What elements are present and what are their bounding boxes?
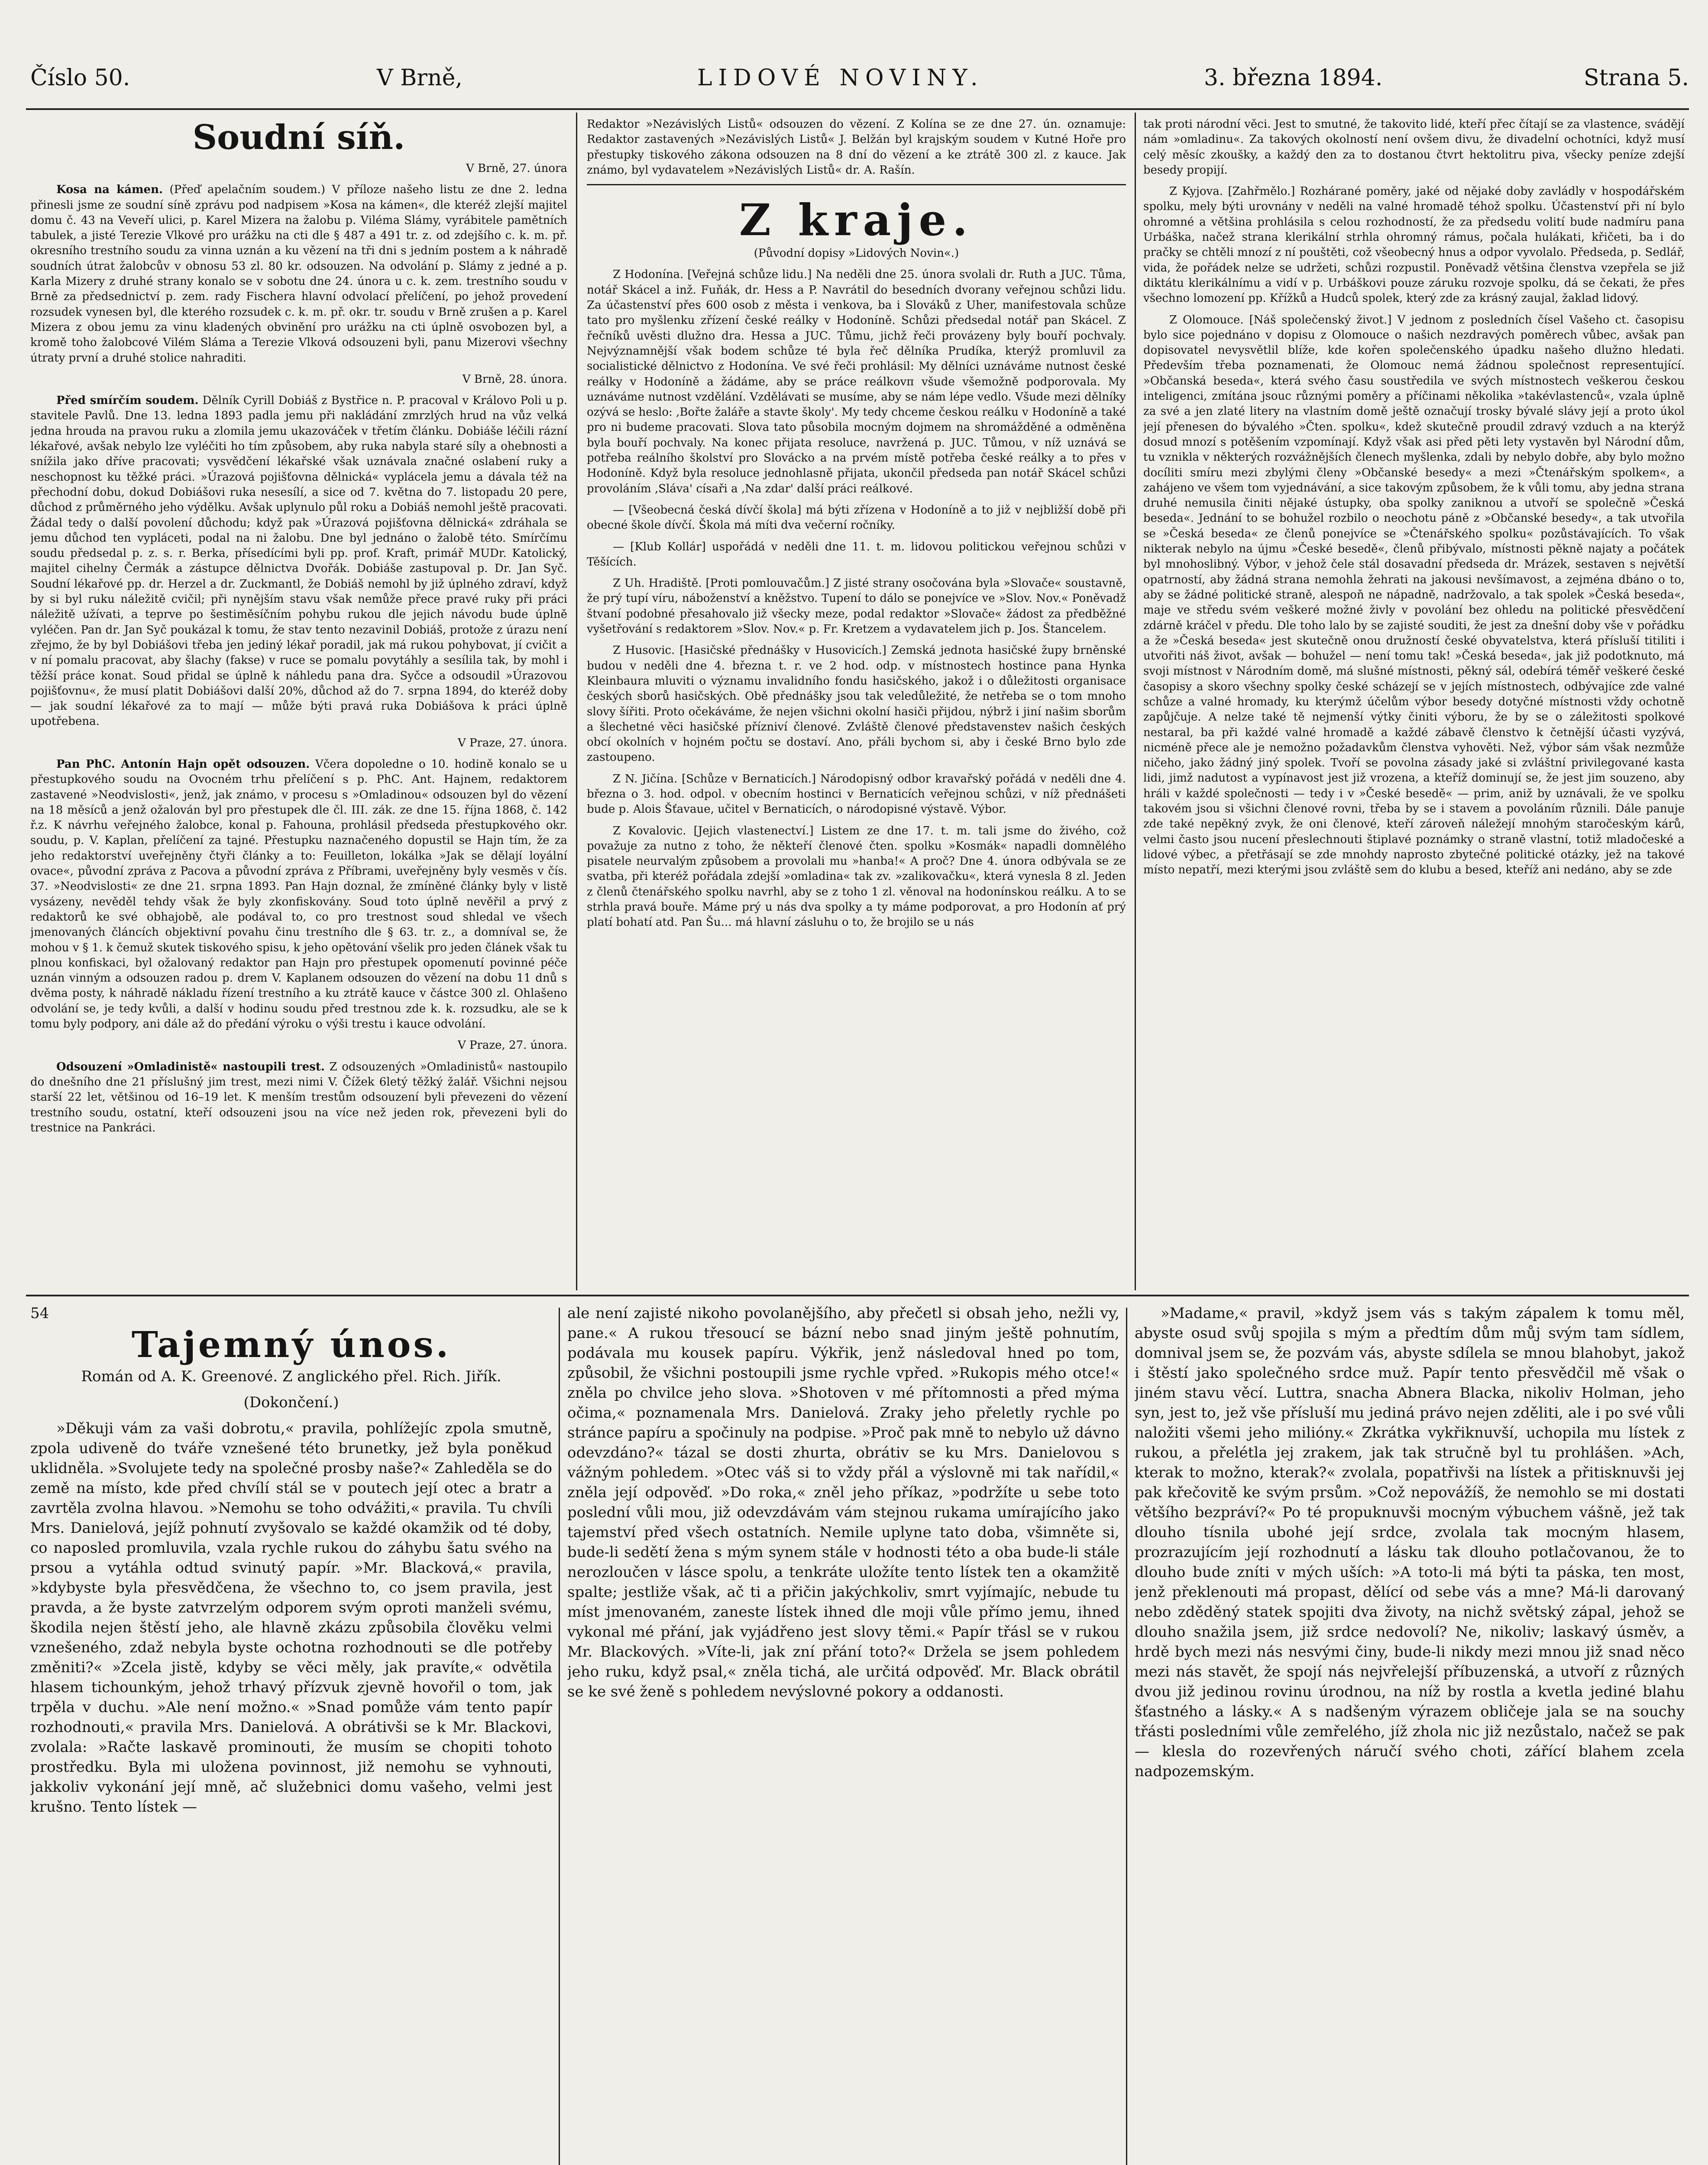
feuilleton-title: Tajemný únos. [131, 1324, 451, 1366]
article-kyjov: Z Kyjova. [Zahřmělo.] Rozhárané poměry, jaké od nějaké doby zavládly v hospodářském spolku, mely býti urovnány v neděli na valné hromadě téhož spolku. Účastenství při ní bylo ohromné a většina prohlásila s celou rozhodností, že za předsedu volití bude nadmíru pana Urbáška, načež strana klerikální strhla ohromný rámus, počala hulákati, křičeti, ba i do pračky se chtěli mnozí z ní pouštěti, což všeobecný hnus a odpor vyvolalo. Předseda, p. Sedlář, vida, že pořádek nelze se udržeti, schůzi rozpustil. Poněvadž většina členstva vzepřela se již diktátu klerikálnímu a vidí v p. Urbáškovi pouze záruku rozvoje spolku, dá se čekati, že přes všechno lomození pp. Křížků a Hudců spolek, který zde za krásný zaujal, žaklad lidový. [1143, 185, 1685, 305]
section-heading-z-kraje: Z kraje. [739, 194, 974, 246]
feuilleton-column-2 [567, 1303, 1119, 2165]
header-city: V Brně, [377, 65, 463, 91]
page-number: Strana 5. [1583, 65, 1689, 91]
article-kovalovice: Z Kovalovic. [Jejich vlastenectví.] Listem ze dne 17. t. m. tali jsme do živého, což považuje za nutno z toho, že někteří členové čten. spolku »Kosmák« napadli domnělého pisatele neurvalým způsobem a provolali mu »hanba!« A proč? Dne 4. února odbývala se ze svatba, při kteréž pořádala zdejší »omladina« tak zv. »zalikovačku«, která vynesla 8 zl. Jeden z členů čtenářského spolku navrhl, aby se z toho 1 zl. věnoval na hodonínskou reálku. A to se strhla pravá bouře. Máme prý u nás dva spolky a ty máme podporovat, a pro Hodonín ať prý platí bohatí atd. Pan Šu... má hlavní zásluhu o to, že brojilo se u nás [587, 824, 1126, 929]
article-olomouc: Z Olomouce. [Náš společenský život.] V jednom z posledních čísel Vašeho ct. časopisu bylo sice pojednáno v dopisu z Olomouce o našich nezdravých poměrech vůbec, avšak pan dopisovatel nevysvětlil blíže, kde kořen společenského úpadku našeho dlužno hledati. Především třeba poznamenati, že Olomouc nemá žádnou společnost representující. »Občanská beseda«, která svého času soustředila ve svých místnostech veškerou českou inteligenci, zmítána jsouc různými poměry a příčinami několika »takévlastenců«, vzala úplně za své a jen zlaté litery na vlastním domě ještě označují trosky bývalé slávy její a proto úkol její přenesen do bývalého »Čten. spolku«, kdež skutečně proudil zdravý vzduch a na kterýž dosud mnozí s potěšením vzpomínají. Když však asi před pěti lety vystavěn byl Národní dům, tu vznikla v některých rozvážnějších členech myšlenka, zdali by nebylo dobře, aby bylo možno docíliti smíru mezi zbylými členy »Občanské besedy« a mezi »Čtenářským spolkem«, a zahájeno ve všem tom vyjednávání, a sice takovým způsobem, že k vůli tomu, aby jedna strana druhé nemusila činiti nějaké ústupky, oba spolky zaniknou a utvoří se společně »Česká beseda«. Jednání to se bohužel rozbilo o neochotu páně z »Občanské besedy«, a tak utvořila se »Česká beseda« ze členů ponejvíce se »Čtenářského spolku« pozůstávajících. To však nikterak nebylo na újmu »České besedě«, členů přibývalo, místnosti pěkně najaty a počátek byl mnohoslibný. Výbor, v jehož čele stál dosavadní předseda dr. Mrázek, sestaven s největší opatrností, aby žádná strana nemohla žehrati na jakousi nevšímavost, a zejména dbáno o to, aby se žádné politické straně, alespoň ne nápadně, nadržovalo, a tak spolek »Česká beseda«, maje ve středu svém veškeré možné živly v povolání bez ohledu na politické přesvědčení zdárně kráčel v předu. Dle toho lalo by se zajisté souditi, že jest za dnešní doby vše v pořádku a že »Česká beseda« jest skutečně onou družností české obyvatelstva, která přísluší titiliti i utvořiti náš život, avšak — bohužel — není tomu tak! »Česká beseda«, jak již podotknuto, má svoji místnost v Národním domě, má slušné místnosti, pěkný sál, odebírá téměř veškeré české časopisy a skoro všechny spolky české scházejí se v jejích místnostech, odbývajíce zde valné schůze a valné hromady, ku kterýmž účelům výbor besedy dotyčné místnosti vždy ochotně zapůjčuje. A nelze také tě nejmenší výtky činiti výboru, že by se o záležitosti spolkové nestaral, ba při každé valné hromadě a každé zábavě členstvo k četnější účasti vyzývá, nicméně přece ale je nemožno požadavkům členstva vyhověti. Než, výbor sám však nezmůže ničeho, jako žádný jiný spolek. Tvoří se povolna zásady jaké si zvláštní privilegované kasta lidi, jimž nadutost a vypínavost jest již vrozena, a kteříž dominují se, že jest jim souzeno, aby hráli v každé společnosti — tedy i v »České besedě« — prim, aniž by uznávali, že ve spolku takovém jsou si všichni členové rovni, třeba by se i stavem a povoláním různili. Dále panuje zde také nepěkný zvyk, že oni členové, kteří zároveň náležejí mnohým staročeským kárů, velmi často jsou nucení přeslechnouti štiplavé poznámky o straně vlastní, totiž mladočeské a lidové výbec, a přetřásají se zde mnohdy naprosto zbytečné politické otázky, jež na takové místo nepatří, mezi kterými jsou zvláště sem do klubu a besed, kteříž ani nedáno, aby se zde [1143, 313, 1685, 877]
issue-date: 3. března 1894. [1204, 65, 1383, 91]
column-z-kraje [587, 117, 1126, 1286]
article-redaktor-odsouzen: Redaktor »Nezávislých Listů« odsouzen do vězení. Z Kolína se ze dne 27. ún. oznamuje: Redaktor zastavených »Nezávislých Listů« J. Belžán byl krajským soudem v Kutné Hoře pro přestupky tiskového zákona odsouzen na 8 dní do vězení a ke ztrátě 300 zl. z kauce. Jak známo, byl vydavatelem »Nezávislých Listů« dr. A. Rašín. [587, 118, 1126, 177]
article-uh-hradiste: Z Uh. Hradiště. [Proti pomlouvačům.] Z jisté strany osočována byla »Slovače« soustavně, že prý tupí víru, náboženství a kněžstvo. Tupení to dálo se ponejvíce ve »Slov. Nov.« Poněvadž štvaní podobné přesahovalo již všecky meze, podal redaktor »Slovače« žádost za předběžné vyšetřování s redaktorem »Slov. Nov.« p. Fr. Kretzem a vydavatelem jich p. Jos. Štancelem. [587, 577, 1126, 636]
article-text: Z odsouzených »Omladinistů« nastoupilo do dnešního dne 21 příslušný jim trest, mezi nimi V. Čížek 6letý těžký žalář. Všichni nejsou starší 22 let, většinou od 16–19 let. K menším trestům odsouzení byli převezeni do vězení trestního soudu, ostatní, kteří odsouzeni jsou na více než jeden rok, převezeni byli do trestnice na Pankráci. [30, 1060, 567, 1134]
feuilleton-text: »Madame,« pravil, »když jsem vás s takým zápalem k tomu měl, abyste osud svůj spojila s mým a předtím dům můj svým tam sídlem, domnival jsem se, že pozvám vás, abyste sdílela se mnou blahobyt, jakož i štěstí jako společného srdce muž. Papír tento přesvědčil mě však o jiném stavu věcí. Luttra, snacha Abnera Blacka, nikoliv Holman, jeho syn, jest to, jež vše přísluší mu jediná právo nejen zděliti, ale i po své vůli naložiti všemi jeho milióny.« Zkrátka vykřiknuvší, uchopila mu lístek z rukou, a přelétla jej zrakem, jak tak stručně byl tu prohlášen. »Ach, kterak to možno, kterak?« zvolala, popatřivši na lístek a přitisknuvši jej pak křečovitě ke svým prsům. »Což nepovážíš, že nemohlo se mi dostati většího bezpráví?« Po té propuknuvši mocným výbuchem vášně, jež tak dlouho tísnila ubohé její srdce, zvolala tak mocným hlasem, prozrazujícím její rozhodnutí a lásku tak dlouho potlačovanou, že to dlouho bude zníti v mých uších: »A toto-li má býti ta páska, ten most, jenž překlenouti má propast, dělící od sebe vás a mne? Má-li darovaný nebo zděděný statek spojiti dva životy, na nichž světský zápal, jehož se dlouho snažila jsem, již srdce nedovolí? Ne, nikoliv; laskavý úsměv, a hrdě bych mezi nás nesvými činy, bude-li nikdy mezi mnou již snad něco mezi nás stavět, že spojí nás nejvřelejší příbuzenská, a utvoří z různých dvou již jedinou rovinu úrodnou, na níž by rostla a kvetla jediné blahu šťastného a lásky.« A s nadšeným výrazem obličeje jala se na souchy třásti posledními vůle zemřelého, jíž zhola nic již nezůstalo, načež se pak — klesla do rozevřených náručí svého choti, zářící blahem zcela nadpozemským. [1135, 1305, 1685, 1780]
feuilleton-number: 54 [30, 1305, 49, 1322]
article-n-jicin: Z N. Jičína. [Schůze v Bernaticích.] Národopisný odbor kravařský pořádá v neděli dne 4. března o 3. hod. odpol. v obecním hostinci v Bernaticích veřejnou schůzi, v níž přednášeti bude p. Alois Šťavaue, učitel v Bernaticích, o národopisné výstavě. Výbor. [587, 772, 1126, 816]
column-rule-1 [576, 113, 577, 1290]
feuilleton-rule [26, 1295, 1689, 1296]
feuilleton-text: ale není zajisté nikoho povolanějšího, aby přečetl si obsah jeho, nežli vy, pane.« A rukou třesoucí se bázní nebo snad jiným ještě pohnutím, podávala mu kousek papíru. Výkřik, jenž následoval hned po tom, způsobil, že všichni postoupili jsme rychle vpřed. »Rukopis mého otce!« zněla po chvilce jeho slova. »Shotoven v mé přítomnosti a před mýma očima,« poznamenala Mrs. Danielová. Zraky jeho přeletly rychle po stránce papíru a spočinuly na podpise. »Proč pak mně to nebylo už dávno odevzdáno?« tázal se dosti zhurta, obrátiv se ku Mrs. Danielovou s vážným pohledem. »Otec váš si to vždy přál a výslovně mi tak nařídil,« zněla její odpověď. »Do roka,« zněl jeho příkaz, »podržíte u sebe toto poslední vůli mou, již odevzdávám vám stejnou rukama umírajícího jako tajemství před všech ostatních. Nemile uplyne tato doba, všimněte si, bude-li sedětí žena s mým synem stále v hodnosti této a oba bude-li stále nerozloučen v lásce spolu, a tenkráte uložíte tento lístek ten a okamžitě spalte; jestliže však, ač ti a přičin jakýchkoliv, smrt vyjímajíc, nebude tu míst jmenovaném, zaneste lístek ihned dle moji vůle přímo jemu, ihned vykonal mé přání, jak vyjádřeno jest slovy těmi.« Papír třásl se v rukou Mr. Blackových. »Víte-li, jak zní přání toto?« Držela se jsem pohledem jeho ruku, když psal,« zněla tichá, ale určitá odpověď. Mr. Black obrátil se ke své ženě s pohledem nevýslovné pokory a oddanosti. [567, 1305, 1119, 1700]
column-rule-2 [1135, 113, 1136, 1290]
article-lead: Pan PhC. Antonín Hajn opět odsouzen. [56, 757, 310, 771]
article-klub-kollar: — [Klub Kollár] uspořádá v neděli dne 11. t. m. lidovou politickou veřejnou schůzi v Těšících. [587, 540, 1126, 569]
header-rule [26, 108, 1689, 110]
article-divci-skola: — [Všeobecná česká dívčí škola] má býti zřízena v Hodoníně a to již v nejbližší době při obecné škole dívčí. Škola má míti dva večerní ročníky. [587, 503, 1126, 532]
feuilleton-column-1 [30, 1303, 552, 2165]
article-hajn [30, 757, 567, 1032]
masthead-title: LIDOVÉ NOVINY. [697, 65, 984, 91]
section-subheading: (Původní dopisy »Lidových Novin«.) [754, 247, 959, 260]
article-kovalovice-cont: tak proti národní věci. Jest to smutné, že takovito lidé, kteří přec čítají se za vlastence, svádějí nám »omladinu«. Za takových okolností není ovšem divu, že divadelní ochotníci, když musí celý měsíc zkoušky, a každý den za to dostanou čtvrt hektolitru piva, všecky peníze zdejší besedy propijí. [1143, 118, 1685, 177]
section-divider [587, 184, 1126, 185]
feuilleton-column-3 [1135, 1303, 1685, 2165]
article-smirci-soud [30, 393, 567, 730]
article-text: (Přeď apelačním soudem.) V příloze našeho listu ze dne 2. ledna přinesli jsme ze soudní síně zprávu pod nadpisem »Kosa na kámen«, dle kteréž zlejší majitel domu č. 43 na Veveří ulici, p. Karel Mizera na žalobu p. Viléma Slámy, vyrábitele pamětních tabulek, a jisté Terezie Vlkové pro urážku na cti dle § 487 a 491 tr. z. od zdejšího c. k. m. př. okresního trestního soudu za vinna uznán a ku vězení na tři dni s jedním postem a k náhradě soudních útrat žalobcův v obnosu 53 zl. 80 kr. odsouzen. Na odvolání p. Slámy z jedné a p. Karla Mizery z druhé strany konalo se v sobotu dne 24. února u c. k. zem. trestního soudu v Brně za předsednictví p. zem. rady Fischera hlavní odvolací přelíčení, po jehož provedení rozsudek vynesen byl, dle kterého rozsudek c. k. m. př. okr. tr. soudu v Brně zrušen a p. Karel Mizera z obou jemu za vinu kladených obvinění pro urážku na cti úplně osvobozen byl, a kromě toho žalobcové Vilém Sláma a Terezie Vlková odsouzeni byli, panu Mizerovi všechny útraty první a druhé stolice nahraditi. [30, 183, 567, 365]
column-soudni-sin [30, 117, 567, 1286]
feuilleton-byline: Román od A. K. Greenové. Z anglického přel. Rich. Jiřík. [81, 1368, 501, 1385]
feuilleton-continuation: (Dokončení.) [243, 1394, 339, 1411]
article-hodonin: Z Hodonína. [Veřejná schůze lidu.] Na neděli dne 25. února svolali dr. Ruth a JUC. Tůma, notář Skácel a inž. Fuňák, dr. Hess a P. Navrátil do besedních dvorany veřejnou schůzi lidu. Za účastenství přes 600 osob z města i venkova, ba i Slováků z Uher, manifestovala schůze tato pro myšlenku zřízení české reálky v Hodoníně. Schůzi předsedal notář pan Skácel. Z řečníků uvěsti dlužno dra. Hessa a JUC. Tůmu, jichž řeči provázeny byly bouří pochvaly. Nejvýznamnější však bodem schůze té byla řeč dělníka Prudíka, kterýž promluvil za socialistické dělnictvo z Hodonína. Ve své řeči prohlásil: My dělníci uznáváme nutnost české reálky v Hodoníně a žádáme, aby se práce reálkovπ všude všemožně podporovala. My uznáváme nutnost vzdělání. Vzdělávati se musíme, aby se nám lépe vedlo. Všude mezi dělníky ozývá se heslo: ‚Bořte žaláře a stavte školy'. My tedy chceme českou reálku v Hodoníně a také pro ni budeme pracovati. Slova tato působila mocným dojmem na shromážděné a odměněna byla bouří pochvaly. Na konec přijata resoluce, navržená p. JUC. Tůmou, v níž uznává se potřeba reálního školství pro Slovácko a na prvém místě potřeba české reálky a to přes v Hodoníně. Když byla resoluce jednohlasně přijata, ukončil předseda pan notář Skácel schůzi provoláním ‚Sláva' císaři a ‚Na zdar' další práci reálkové. [587, 268, 1126, 495]
article-text: Včera dopoledne o 10. hodině konalo se u přestupkového soudu na Ovocném trhu přelíčení s p. PhC. Ant. Hajnem, redaktorem zastavené »Neodvislosti«, jenž, jak známo, v procesu s »Omladinou« odsouzen byl do vězení na 18 měsíců a jenž ožalován byl pro přestupek dle čl. III. zák. ze dne 15. října 1868, č. 142 ř.z. K návrhu veřejného žalobce, konal p. Fahouna, prohlásil předseda přestupkového okr. soudu, p. V. Kaplan, přelíčení za tajné. Přestupku naznačeného dopustil se Hajn tím, že za jeho redaktorství uveřejněny čtyři články a to: Feuilleton, lokálka »Jak se dělají loyální ovace«, původní zpráva z Pacova a původní zpráva z Příbrami, uveřejněny byly vesměs v čís. 37. »Neodvislosti« ze dne 21. srpna 1893. Pan Hajn doznal, že zmíněné články byly v listě vysázeny, nevěděl tehdy však že byly zkonfiskovány. Soud toto úplně nevěřil a prvý z redaktorů ke své obhajobě, ale podával to, co pro trestnost soud shledal ve všech jmenovaných článcích objektivní povahu činu trestního dle § 63. tr. z., a domníval se, že mohou v § 1. k čemuž skutek tiskového spisu, k jeho opětování všelik pro jeden článek však tu plnou konfiskaci, byl ožalovaný redaktor pan Hajn pro přestupek opomenutí povinné péče uznán vinným a odsouzen radou p. drem V. Kaplanem odsouzen do vězení na dobu 11 dnů s dvěma posty, k náhradě nákladu řízení trestního a ku ztrátě kauce v částce 300 zl. Ohlašeno odvolání se, je tedy kvůli, a další v hodinu soudu před trestnou zde k. k. rozsudku, ale se k tomu byly podpory, ani dále až do předání výroku o výši trestu i kauce odvolání. [30, 757, 567, 1031]
dateline: V Brně, 28. února. [462, 372, 567, 386]
article-lead: Před smírčím soudem. [56, 394, 199, 407]
article-omladinisti [30, 1060, 567, 1136]
column-rule-3 [559, 1308, 560, 2165]
dateline: V Brně, 27. února [466, 162, 567, 175]
article-lead: Odsouzení »Omladinistě« nastoupili trest. [56, 1060, 325, 1073]
column-rule-4 [1126, 1308, 1127, 2165]
column-z-kraje-cont [1143, 117, 1685, 1286]
article-husovice: Z Husovic. [Hasičské přednášky v Husovicích.] Zemská jednota hasičské župy brněnské budou v neděli dne 4. března t. r. ve 2 hod. odp. v místnostech hostince pana Hynka Kleinbaura mluviti o významu invalidního fondu hasičského, jakož i o důležitosti organisace českých sborů hasičských. Obě přednášky jsou tak veledůležité, že netřeba se o tom mnoho slovy šířiti. Proto očekáváme, že nejen všichni okolní hasiči přijdou, nýbrž i jiní našim sborům a šlechetné věci hasičské přízniví členové. Zvláště členové představenstev našich českých obcí okolních v hojném počtu se dostaví. Ano, přáli bychom si, aby i české Brno bylo zde zastoupeno. [587, 644, 1126, 764]
feuilleton-text: »Děkuji vám za vaši dobrotu,« pravila, pohlížejíc zpola smutně, zpola udiveně do tváře vznešené této brunetky, jež byla poněkud uklidněla. »Svolujete tedy na společné prosby naše?« Zahleděla se do země na místo, kde před chvílí stál se v poutech její otec a bratr a zavrtěla zvolna hlavou. »Nemohu se toho odvážiti,« pravila. Tu chvíli Mrs. Danielová, jejíž pohnutí zvyšovalo se každé okamžik od té doby, co naposled promluvila, vzala rychle rukou do záhybu šatu svého na prsou a vytáhla odtud svinutý papír. »Mr. Blacková,« pravila, »kdybyste byla přesvědčena, že všechno to, co jsem pravila, jest pravda, a že byste zatvrzelým odporem svým oproti manželi svému, škodila nejen štěstí jeho, ale hlavně zkázu způsobila člověku velmi vznešeného, zdaž nebyla byste ochotna rozhodnouti se dle potřeby změniti?« »Zcela jistě, kdyby se věci měly, jak pravíte,« odvětila hlasem tichounkým, jehož trhavý přízvuk zjevně hovořil o tom, jak trpěla v duchu. »Ale není možno.« »Snad pomůže vám tento papír rozhodnouti,« pravila Mrs. Danielová. A obrátivši se k Mr. Blackovi, zvolala: »Račte laskavě prominouti, že musím se chopiti tohoto prostředku. Byla mi uložena povinnost, již nemohu se vyhnouti, jakkoliv vykonání její mně, ač služebnici domu vašeho, velmi jest krušno. Tento lístek — [30, 1420, 552, 1816]
dateline: V Praze, 27. února. [457, 1039, 567, 1052]
article-lead: Kosa na kámen. [56, 183, 163, 197]
dateline: V Praze, 27. února. [457, 736, 567, 750]
issue-number: Číslo 50. [30, 65, 130, 91]
article-text: Dělník Cyrill Dobiáš z Bystřice n. P. pracoval v Královo Poli u p. stavitele Pavlů. Dne 13. ledna 1893 padla jemu při nakládání zmrzlých hrud na vůz velká jedna hrouda na pravou ruku a zlomila jemu ukazováček v třetím článku. Dobiáše léčili rázní lékařové, avšak nebylo lze vyléčiti ho tím způsobem, aby ruka nabyla staré síly a ohebnosti a snížila jako dříve pracovati; vysvědčení lékařské však uznávala značné oslabení ruky a neschopnost ku těžké práci. »Úrazová pojišťovna dělnická« vyplácela jemu a dávala též na přechodní dobu, dokud Dobiášovi ruka nesesílí, a sice od 7. května do 7. listopadu 20 pere, důchod z průměrného jeho výdělku. Avšak uplynulo půl roku a Dobiáš nemohl ještě pracovati. Žádal tedy o další povolení důchodu; když pak »Úrazová pojišťovna dělnická« zdráhala se jemu důchod ten vypláceti, podal na ni žalobu. Dne byl jednáno o žalobě této. Smírčímu soudu předsedal p. z. s. r. Berka, přísedícími byli pp. prof. Kraft, primář MUDr. Katolický, majitel cihelny Čermák a zástupce dělnictva Dvořák. Dobiáše zastupoval p. Dr. Jan Syč. Soudní lékařové pp. dr. Herzel a dr. Zuckmantl, že Dobiáš nemohl by již úplného zdraví, když by si byl ruku náležitě cvičil; při nynějším stavu však nemůže přece pravé ruky při práci náležitě užívati, a teprve po šestiměsíčním pohybu rukou dle jejich návodu bude úplně vyléčen. Pan dr. Jan Syč poukázal k tomu, že stav tento nezavinil Dobiáš, protože z úrazu není zřejmo, že by byl Dobiášovi třeba jen jediný lékař poradil, jak má rukou pohybovat, jí cvičit a v ní pomalu pracovat, aby šlachy (fakse) v ruce se pomalu povytáhly a sesílila tak, by mohl i těžší práce konat. Soud přidal se úplně k náhledu pana dra. Syčce a odsoudil »Úrazovou pojišťovnu«, že musí platit Dobiášovi další 20%, důchod až do 7. srpna 1894, do kteréž doby — jak soudní lékařové za to mají — může býti pravá ruka Dobiášova k práci úplně upotřebena. [30, 394, 567, 728]
section-heading-soudni-sin: Soudní síň. [192, 118, 405, 157]
article-kosa-na-kamen [30, 182, 567, 366]
